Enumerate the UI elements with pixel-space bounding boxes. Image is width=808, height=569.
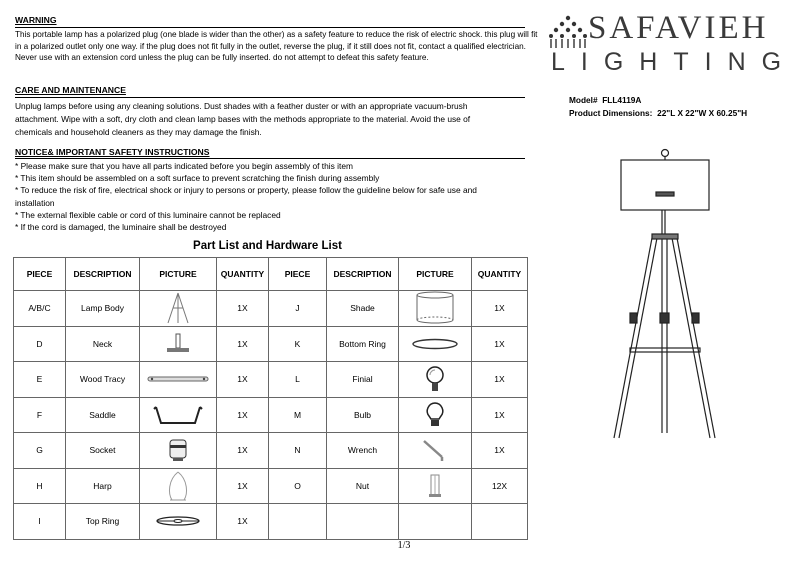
description-cell: Shade [327, 291, 399, 327]
piece-cell: A/B/C [14, 291, 66, 327]
piece-cell: G [14, 433, 66, 469]
quantity-cell: 1X [472, 397, 528, 433]
quantity-cell: 1X [217, 291, 269, 327]
quantity-cell [472, 504, 528, 540]
notice-line: installation [15, 197, 55, 208]
description-cell: Nut [327, 468, 399, 504]
notice-title: NOTICE& IMPORTANT SAFETY INSTRUCTIONS [15, 147, 210, 157]
neck-bracket-icon [163, 332, 193, 356]
quantity-cell: 1X [217, 468, 269, 504]
table-row [14, 326, 528, 362]
picture-cell [399, 326, 472, 362]
header-picture: PICTURE [399, 258, 472, 291]
care-rule [15, 97, 525, 98]
quantity-cell: 1X [472, 433, 528, 469]
description-cell: Bulb [327, 397, 399, 433]
model-value: FLL4119A [602, 95, 642, 105]
page-number: 1/3 [397, 540, 411, 551]
notice-line: * To reduce the risk of fire, electrical shock or injury to persons or property, please follow the guideline below for safe use and [15, 185, 477, 196]
picture-cell [140, 326, 217, 362]
table-row [14, 468, 528, 504]
notice-text [15, 160, 477, 233]
header-description: DESCRIPTION [327, 258, 399, 291]
parts-table-title: Part List and Hardware List [193, 240, 342, 252]
warning-rule [15, 27, 525, 28]
care-text [15, 100, 470, 139]
warning-line: This portable lamp has a polarized plug (one blade is wider than the other) as a safety feature to reduce the risk of electric shock. this plug will fit [15, 30, 538, 39]
picture-cell [399, 468, 472, 504]
notice-line: * The external flexible cable or cord of this luminaire cannot be replaced [15, 209, 281, 220]
harp-icon [166, 470, 190, 502]
piece-cell: N [269, 433, 327, 469]
table-row [14, 433, 528, 469]
header-piece: PIECE [269, 258, 327, 291]
top-ring-icon [154, 514, 202, 528]
quantity-cell: 1X [217, 397, 269, 433]
notice-rule [15, 158, 525, 159]
warning-line: in a polarized outlet only one way. if the plug does not fit fully in the outlet, reverse the plug, if it still does not fit, contact a qualified electrician. [15, 41, 526, 51]
header-description: DESCRIPTION [66, 258, 140, 291]
brand-subtitle: LIGHTING [551, 48, 798, 76]
model-number [569, 95, 641, 105]
dims-label: Product Dimensions: [569, 108, 653, 118]
tripod-legs-icon [165, 292, 191, 324]
warning-title: WARNING [15, 15, 57, 25]
picture-cell [140, 433, 217, 469]
care-line: chemicals and household cleaners as they may damage the finish. [15, 127, 262, 137]
piece-cell: E [14, 362, 66, 398]
finial-icon [424, 365, 446, 393]
warning-text [15, 29, 537, 64]
quantity-cell: 12X [472, 468, 528, 504]
description-cell: Wrench [327, 433, 399, 469]
quantity-cell: 1X [472, 326, 528, 362]
piece-cell: H [14, 468, 66, 504]
notice-line: * If the cord is damaged, the luminaire shall be destroyed [15, 222, 227, 233]
nut-icon [428, 473, 442, 499]
description-cell: Bottom Ring [327, 326, 399, 362]
piece-cell: F [14, 397, 66, 433]
parts-table [13, 257, 528, 540]
picture-cell [399, 504, 472, 540]
description-cell: Saddle [66, 397, 140, 433]
description-cell: Lamp Body [66, 291, 140, 327]
quantity-cell: 1X [217, 326, 269, 362]
bulb-icon [425, 401, 445, 429]
warning-line: Never use with an extension cord unless the plug can be fully inserted. do not attempt to defeat this safety feature. [15, 53, 429, 62]
header-piece: PIECE [14, 258, 66, 291]
table-row [14, 291, 528, 327]
quantity-cell: 1X [217, 362, 269, 398]
table-row [14, 504, 528, 540]
piece-cell: L [269, 362, 327, 398]
picture-cell [399, 362, 472, 398]
header-quantity: QUANTITY [217, 258, 269, 291]
picture-cell [399, 433, 472, 469]
picture-cell [140, 291, 217, 327]
table-header-row [14, 258, 528, 291]
notice-line: * Please make sure that you have all parts indicated before you begin assembly of this item [15, 161, 353, 171]
product-dimensions [569, 108, 747, 118]
picture-cell [399, 397, 472, 433]
care-line: attachment. Wipe with a soft, dry cloth and clean lamp bases with the methods appropriate to the material. Avoid the use of [15, 114, 471, 124]
picture-cell [140, 397, 217, 433]
quantity-cell: 1X [217, 504, 269, 540]
description-cell [327, 504, 399, 540]
care-title: CARE AND MAINTENANCE [15, 85, 126, 95]
description-cell: Neck [66, 326, 140, 362]
piece-cell: O [269, 468, 327, 504]
piece-cell: K [269, 326, 327, 362]
description-cell: Finial [327, 362, 399, 398]
header-quantity: QUANTITY [472, 258, 528, 291]
wrench-icon [420, 437, 450, 463]
picture-cell [140, 362, 217, 398]
header-picture: PICTURE [140, 258, 217, 291]
piece-cell: M [269, 397, 327, 433]
piece-cell: J [269, 291, 327, 327]
tripod-floor-lamp-icon [590, 148, 740, 443]
piece-cell [269, 504, 327, 540]
picture-cell [140, 468, 217, 504]
description-cell: Top Ring [66, 504, 140, 540]
description-cell: Socket [66, 433, 140, 469]
picture-cell [140, 504, 217, 540]
description-cell: Wood Tracy [66, 362, 140, 398]
picture-cell [399, 291, 472, 327]
dims-value: 22"L X 22"W X 60.25"H [657, 108, 748, 118]
notice-line: * This item should be assembled on a soft surface to prevent scratching the finish during assembly [15, 173, 380, 184]
table-row [14, 397, 528, 433]
saddle-icon [153, 403, 203, 427]
socket-icon [167, 437, 189, 463]
piece-cell: D [14, 326, 66, 362]
care-line: Unplug lamps before using any cleaning solutions. Dust shades with a feather duster or with an appropriate vacuum-brush [15, 101, 468, 111]
piece-cell: I [14, 504, 66, 540]
bottom-ring-icon [411, 337, 459, 351]
quantity-cell: 1X [472, 291, 528, 327]
description-cell: Harp [66, 468, 140, 504]
model-label: Model# [569, 95, 598, 105]
wood-bar-icon [147, 374, 209, 384]
quantity-cell: 1X [472, 362, 528, 398]
quantity-cell: 1X [217, 433, 269, 469]
brand-name: SAFAVIEH [588, 10, 769, 46]
drum-shade-icon [415, 291, 455, 325]
table-row [14, 362, 528, 398]
